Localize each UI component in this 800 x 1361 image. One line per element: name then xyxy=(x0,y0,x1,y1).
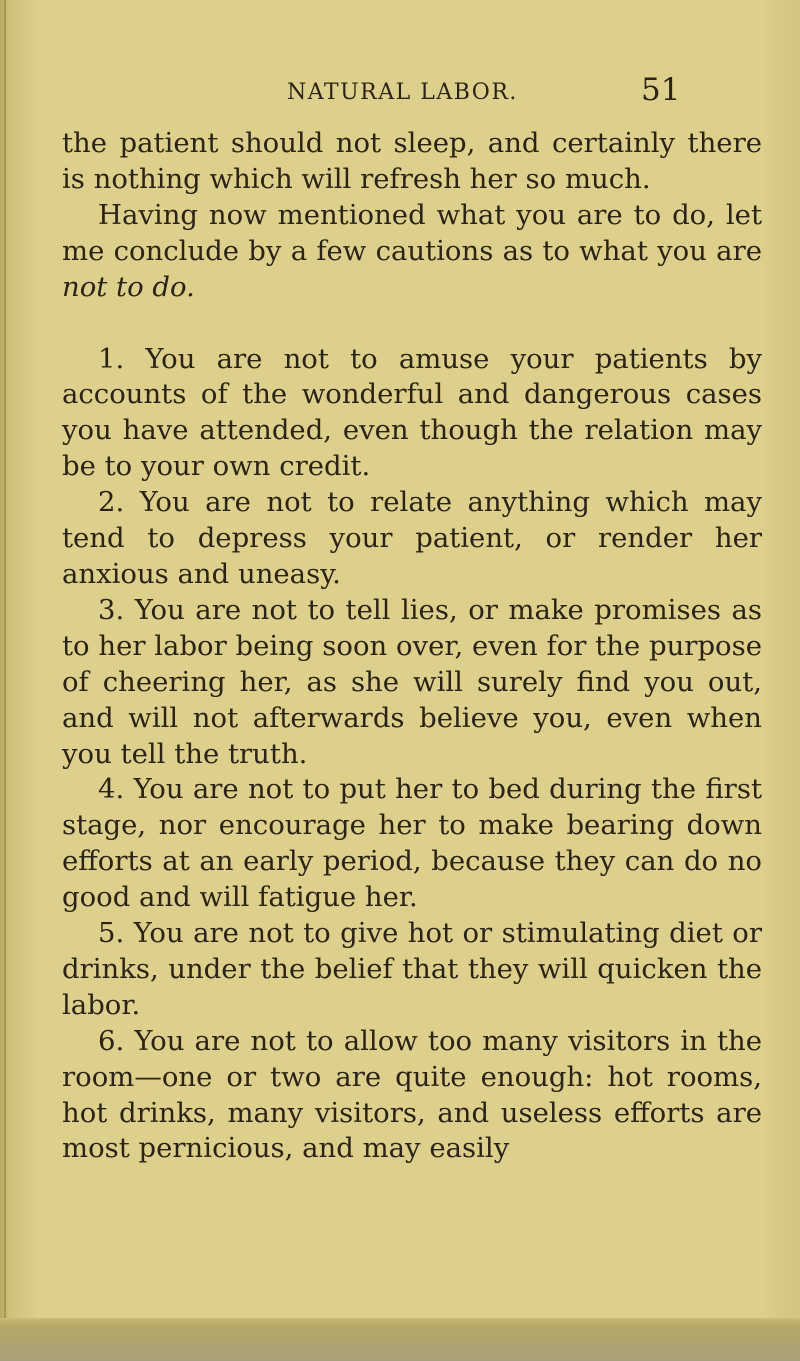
page-header xyxy=(0,72,800,112)
page-edge-shadow xyxy=(4,0,6,1361)
page-bottom-edge xyxy=(0,1318,800,1361)
body-text xyxy=(62,126,762,1167)
caution-item-3 xyxy=(62,593,762,773)
caution-item-1 xyxy=(62,342,762,486)
caution-text: You are not to give hot or stimulating diet or drinks, under the belief that they will quicken the labor. xyxy=(62,917,762,1021)
caution-number: 6. xyxy=(98,1024,125,1057)
section-gap xyxy=(62,306,762,342)
caution-number: 5. xyxy=(98,917,125,950)
caution-item-4 xyxy=(62,772,762,916)
intro-paragraph xyxy=(62,198,762,306)
caution-number: 1. xyxy=(98,342,125,375)
caution-number: 3. xyxy=(98,593,125,626)
caution-item-5 xyxy=(62,916,762,1024)
caution-item-2 xyxy=(62,485,762,593)
caution-text: You are not to relate anything which may tend to depress your patient, or render her anxious and uneasy. xyxy=(62,486,762,590)
caution-text: You are not to put her to bed during the first stage, nor encourage her to make bearing down efforts at an early period, because they can do no good and will fatigue her. xyxy=(62,773,762,914)
running-head: NATURAL LABOR. xyxy=(287,80,518,105)
caution-number: 2. xyxy=(98,486,125,519)
continuation-paragraph: the patient should not sleep, and certainly there is nothing which will refresh her so much. xyxy=(62,127,762,195)
page-number: 51 xyxy=(641,72,681,108)
caution-text: You are not to amuse your patients by accounts of the wonderful and dangerous cases you have attended, even though the relation may be to your own credit. xyxy=(62,342,762,483)
caution-text: You are not to tell lies, or make promises as to her labor being soon over, even for the purpose of cheering her, as she will surely find you out, and will not afterwards believe you, even when you tell the truth. xyxy=(62,593,762,770)
intro-emphasis: not to do. xyxy=(62,270,195,303)
caution-text: You are not to allow too many visitors in the room—one or two are quite enough: hot rooms, hot drinks, many visitors, and useless efforts are most pernicious, and may easily xyxy=(62,1024,762,1165)
intro-lead: Having now mentioned what you are to do, let me conclude by a few cautions as to what you are xyxy=(62,198,762,267)
caution-item-6 xyxy=(62,1024,762,1168)
caution-number: 4. xyxy=(98,773,125,806)
